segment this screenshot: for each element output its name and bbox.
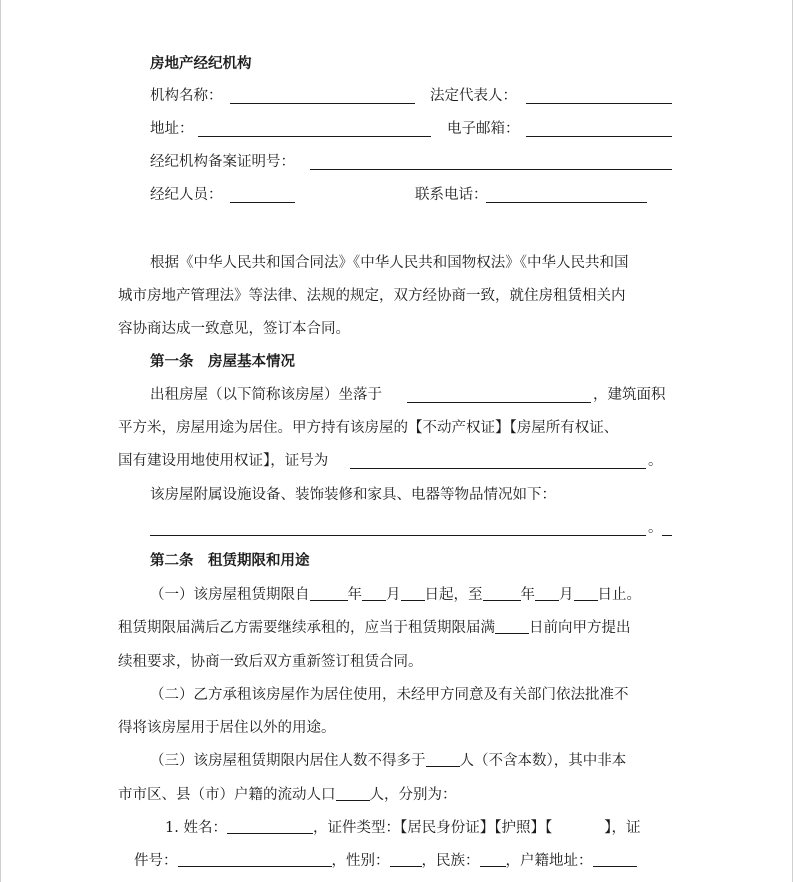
year-label-2: 年: [520, 587, 535, 603]
household-label: ，户籍地址：: [505, 853, 593, 869]
gender-blank[interactable]: [390, 852, 422, 867]
agency-heading: 房地产经纪机构: [150, 55, 252, 72]
article-1-p1-b: ，建筑面积: [593, 387, 666, 403]
article-2-c3-line2: [118, 786, 457, 804]
email-blank[interactable]: [526, 136, 672, 137]
floating-population-blank[interactable]: [336, 786, 370, 801]
article-2-c2-line1: （二）乙方承租该房屋作为居住使用，未经甲方同意及有关部门依法批准不: [150, 687, 629, 703]
ethnicity-blank[interactable]: [480, 852, 506, 867]
article-2-c1-line3: 续租要求，协商一致后双方重新签订租赁合同。: [118, 654, 423, 670]
intro-line-2: 城市房地产管理法》等法律、法规的规定，双方经协商一致，就住房租赁相关内: [118, 288, 626, 304]
article-2-c3: [150, 752, 626, 770]
article-1-p2-end: 。: [648, 520, 663, 536]
article-2-c1-line2-a: 租赁期限届满后乙方需要继续承租的，应当于租赁期限届满: [118, 620, 495, 636]
article-1-p1-line3-a: 国有建设用地使用权证】，证号为: [118, 453, 329, 469]
address-label: 地址：: [150, 121, 194, 137]
article-2-c3-a: （三）该房屋租赁期限内居住人数不得多于: [150, 753, 426, 769]
page-edge-left: [0, 0, 1, 882]
person-1-line2: [134, 852, 637, 870]
article-1-title: 第一条 房屋基本情况: [150, 353, 295, 370]
phone-blank[interactable]: [486, 202, 647, 203]
agency-name-blank[interactable]: [230, 103, 415, 104]
day-to-label: 日止。: [597, 587, 641, 603]
day-from-label: 日起，至: [424, 587, 483, 603]
start-year-blank[interactable]: [310, 586, 348, 601]
record-number-label: 经纪机构备案证明号：: [150, 154, 295, 170]
article-2-c2-line2: 得将该房屋用于居住以外的用途。: [118, 720, 336, 736]
intro-line-1: 根据《中华人民共和国合同法》《中华人民共和国物权法》《中华人民共和国: [150, 255, 629, 271]
article-1-p1-a: 出租房屋（以下简称该房屋）坐落于: [150, 387, 382, 403]
article-2-c3-line2-b: 人，分别为：: [369, 787, 457, 803]
start-day-blank[interactable]: [401, 586, 425, 601]
person-name-label: 1. 姓名：: [165, 820, 227, 836]
person-name-blank[interactable]: [227, 819, 313, 834]
end-year-blank[interactable]: [483, 586, 521, 601]
certificate-number-blank[interactable]: [350, 468, 646, 469]
agent-blank[interactable]: [230, 202, 295, 203]
household-address-blank[interactable]: [593, 852, 637, 867]
renewal-days-blank[interactable]: [495, 619, 529, 634]
person-1-line: [165, 819, 640, 837]
article-2-c1-line2: [118, 619, 631, 637]
article-2-c1-a: （一）该房屋租赁期限自: [150, 587, 310, 603]
article-2-c1-line2-b: 日前向甲方提出: [529, 620, 631, 636]
agent-label: 经纪人员：: [150, 187, 223, 203]
article-2-title: 第二条 租赁期限和用途: [150, 552, 310, 569]
legal-rep-label: 法定代表人：: [430, 88, 517, 104]
article-1-p1-line3-b: 。: [648, 453, 663, 469]
facilities-blank[interactable]: [150, 535, 646, 536]
id-number-blank[interactable]: [178, 852, 332, 867]
start-month-blank[interactable]: [362, 586, 386, 601]
end-month-blank[interactable]: [535, 586, 559, 601]
address-blank[interactable]: [198, 136, 431, 137]
id-type-tail: 】，证: [604, 820, 641, 836]
intro-line-3: 容协商达成一致意见，签订本合同。: [118, 321, 350, 337]
phone-label: 联系电话：: [415, 187, 488, 203]
gender-label: ，性别：: [331, 853, 390, 869]
max-occupants-blank[interactable]: [426, 752, 460, 767]
article-2-c3-line2-a: 市市区、县（市）户籍的流动人口: [118, 787, 336, 803]
article-2-c3-b: 人（不含本数），其中非本: [459, 753, 627, 769]
legal-rep-blank[interactable]: [526, 103, 672, 104]
article-1-p2: 该房屋附属设施设备、装饰装修和家具、电器等物品情况如下：: [150, 487, 556, 503]
agency-name-label: 机构名称：: [150, 88, 223, 104]
id-number-label: 件号：: [134, 853, 178, 869]
month-label-2: 月: [559, 587, 574, 603]
article-2-c1: [150, 586, 641, 604]
month-label: 月: [386, 587, 401, 603]
ethnicity-label: ，民族：: [421, 853, 480, 869]
id-type-label: ，证件类型：【居民身份证】【护照】【: [312, 820, 553, 836]
end-day-blank[interactable]: [574, 586, 598, 601]
email-label: 电子邮箱：: [447, 121, 520, 137]
record-number-blank[interactable]: [310, 169, 672, 170]
year-label: 年: [347, 587, 362, 603]
article-1-p1-line2: 平方米，房屋用途为居住。甲方持有该房屋的【不动产权证】【房屋所有权证、: [118, 420, 619, 436]
location-blank[interactable]: [407, 402, 591, 403]
facilities-blank-tail: [662, 535, 672, 536]
